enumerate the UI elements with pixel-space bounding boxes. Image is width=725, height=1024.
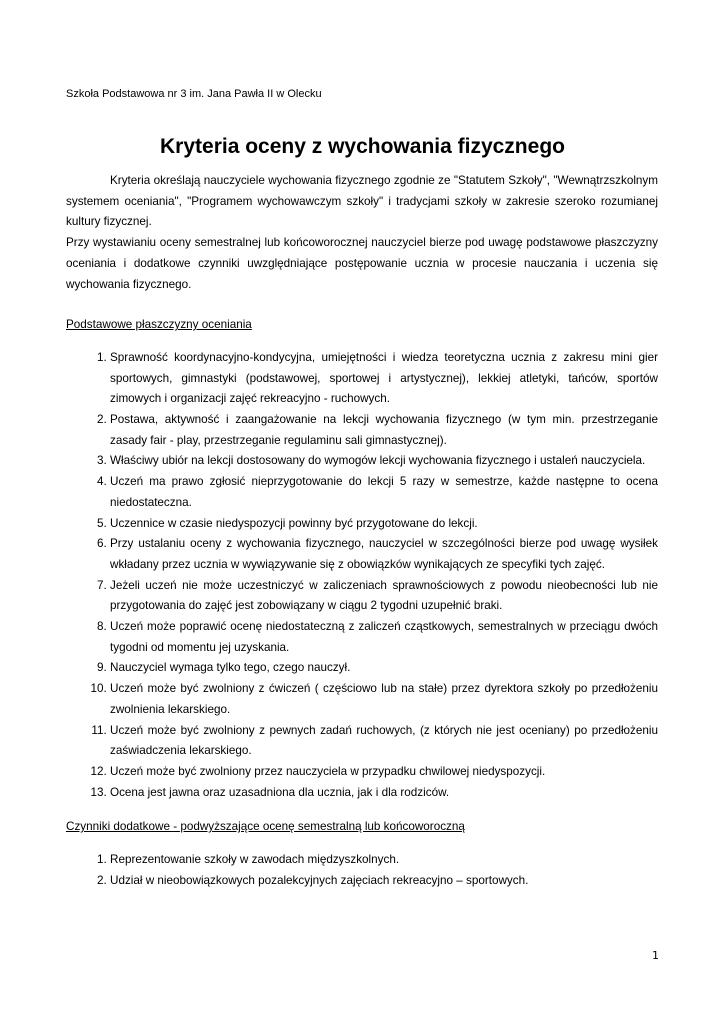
list-item: 12. Uczeń może być zwolniony przez nauczyciela w przypadku chwilowej niedyspozycji. — [110, 762, 658, 783]
intro-paragraph-1: Kryteria określają nauczyciele wychowania fizycznego zgodnie ze "Statutem Szkoły", "Wewnątrzszkolnym systemem oceniania", "Programem wychowawczym szkoły" i tradycjami szkoły w zakresie szeroko rozumianej kultury fizycznej. — [66, 174, 658, 229]
list-item: 2. Udział w nieobowiązkowych pozalekcyjnych zajęciach rekreacyjno – sportowych. — [110, 871, 658, 892]
list-item: 7. Jeżeli uczeń nie może uczestniczyć w zaliczeniach sprawnościowych z powodu nieobecności lub nie przygotowania do zajęć jest zobowiązany w ciągu 2 tygodni uzupełnić braki. — [110, 576, 658, 617]
section-heading-basic: Podstawowe płaszczyzny oceniania — [66, 318, 252, 332]
list-item: 2. Postawa, aktywność i zaangażowanie na lekcji wychowania fizycznego (w tym min. przestrzeganie zasady fair - play, przestrzeganie regulaminu sali gimnastycznej). — [110, 410, 658, 451]
basic-criteria-list — [66, 348, 658, 803]
list-item: 5. Uczennice w czasie niedyspozycji powinny być przygotowane do lekcji. — [110, 514, 658, 535]
document-body — [66, 171, 658, 892]
intro-paragraph-2: Przy wystawianiu oceny semestralnej lub końcoworocznej nauczyciel bierze pod uwagę podstawowe płaszczyzny oceniania i dodatkowe czynniki uwzględniające postępowanie ucznia w procesie nauczania i uczenia się wychowania fizycznego. — [66, 236, 658, 291]
list-item: 1. Sprawność koordynacyjno-kondycyjna, umiejętności i wiedza teoretyczna ucznia z zakresu mini gier sportowych, gimnastyki (podstawowej, sportowej i artystycznej), lekkiej atletyki, tańców, sportów zimowych i organizacji zajęć rekreacyjno - ruchowych. — [110, 348, 658, 410]
page-number: 1 — [652, 949, 659, 962]
intro — [66, 171, 658, 295]
additional-factors-list — [66, 850, 658, 891]
list-item: 1. Reprezentowanie szkoły w zawodach międzyszkolnych. — [110, 850, 658, 871]
list-item: 6. Przy ustalaniu oceny z wychowania fizycznego, nauczyciel w szczególności bierze pod uwagę wysiłek wkładany przez ucznia w wywiązywanie się z obowiązków wynikających ze specyfiki tych zajęć. — [110, 534, 658, 575]
list-item: 4. Uczeń ma prawo zgłosić nieprzygotowanie do lekcji 5 razy w semestrze, każde następne to ocena niedostateczna. — [110, 472, 658, 513]
page-title: Kryteria oceny z wychowania fizycznego — [160, 135, 565, 158]
list-item: 10. Uczeń może być zwolniony z ćwiczeń ( częściowo lub na stałe) przez dyrektora szkoły po przedłożeniu zwolnienia lekarskiego. — [110, 679, 658, 720]
list-item: 13. Ocena jest jawna oraz uzasadniona dla ucznia, jak i dla rodziców. — [110, 783, 658, 804]
list-item: 8. Uczeń może poprawić ocenę niedostateczną z zaliczeń cząstkowych, semestralnych w przeciągu dwóch tygodni od momentu jej uzyskania. — [110, 617, 658, 658]
list-item: 3. Właściwy ubiór na lekcji dostosowany do wymogów lekcji wychowania fizycznego i ustaleń nauczyciela. — [110, 451, 658, 472]
list-item: 9. Nauczyciel wymaga tylko tego, czego nauczył. — [110, 658, 658, 679]
list-item: 11. Uczeń może być zwolniony z pewnych zadań ruchowych, (z których nie jest oceniany) po przedłożeniu zaświadczenia lekarskiego. — [110, 721, 658, 762]
school-header: Szkoła Podstawowa nr 3 im. Jana Pawła II w Olecku — [66, 88, 322, 100]
section-heading-additional: Czynniki dodatkowe - podwyższające ocenę semestralną lub końcoworoczną — [66, 820, 465, 834]
